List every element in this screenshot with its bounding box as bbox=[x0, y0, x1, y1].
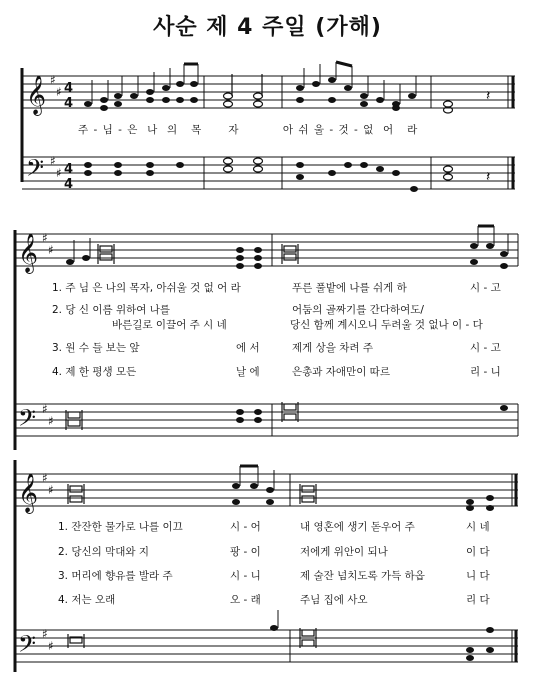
verse2-line1-a: 1. 잔잔한 물가로 나를 이끄 bbox=[58, 521, 183, 533]
verse2-line1-b: 내 영혼에 생기 돋우어 주 bbox=[300, 521, 415, 533]
verse2-line4-a: 4. 저는 오래 bbox=[58, 594, 116, 606]
verse2-line3-a: 3. 머리에 향유를 발라 주 bbox=[58, 570, 173, 582]
verse1-line2-a: 2. 당 신 이름 위하여 나를 bbox=[52, 304, 170, 316]
svg-text:4: 4 bbox=[64, 81, 74, 96]
svg-text:♯: ♯ bbox=[56, 85, 62, 99]
svg-text:♯: ♯ bbox=[42, 627, 48, 641]
verse1-line4-a: 3. 원 수 들 보는 앞 bbox=[52, 342, 140, 354]
svg-text:𝄢: 𝄢 bbox=[18, 404, 37, 437]
svg-text:𝄽: 𝄽 bbox=[486, 169, 491, 185]
verse2-line4-b: 주님 집에 사오 bbox=[300, 594, 368, 606]
svg-text:𝄞: 𝄞 bbox=[26, 75, 47, 115]
svg-text:𝄢: 𝄢 bbox=[26, 154, 45, 187]
svg-text:4: 4 bbox=[64, 96, 74, 111]
svg-text:𝄞: 𝄞 bbox=[18, 473, 39, 513]
verse1-line1-a: 1. 주 님 은 나의 목자, 아쉬울 것 없 어 라 bbox=[52, 282, 241, 294]
svg-text:4: 4 bbox=[64, 162, 74, 177]
verse1-line2-b: 어둠의 골짜기를 간다하여도/ bbox=[292, 304, 424, 316]
verse2-line1-c: 시 네 bbox=[466, 521, 490, 533]
verse2-line3-c: 니 다 bbox=[466, 570, 490, 582]
verse2-line1-m: 시 - 어 bbox=[230, 521, 261, 533]
svg-text:♯: ♯ bbox=[48, 639, 54, 653]
verse1-line1-b: 푸른 풀밭에 나를 쉬게 하 bbox=[292, 282, 407, 294]
verse2-line3-m: 시 - 니 bbox=[230, 570, 261, 582]
verse1-line4-m: 에 서 bbox=[236, 342, 260, 354]
verse1-line5-b: 은총과 자애만이 따르 bbox=[292, 366, 390, 378]
svg-text:♯: ♯ bbox=[48, 243, 54, 257]
verse1-line3-a: 바른길로 이끌어 주 시 네 bbox=[112, 319, 227, 331]
verse2-line4-c: 리 다 bbox=[466, 594, 490, 606]
verse2-line4-m: 오 - 래 bbox=[230, 594, 261, 606]
verse2-line2-m: 팡 - 이 bbox=[230, 546, 261, 558]
svg-text:♯: ♯ bbox=[56, 166, 62, 180]
verse1-line5-a: 4. 제 한 평생 모든 bbox=[52, 366, 137, 378]
svg-text:𝄞: 𝄞 bbox=[18, 233, 39, 273]
verse1-line1-c: 시 - 고 bbox=[470, 282, 501, 294]
svg-text:♯: ♯ bbox=[48, 483, 54, 497]
verse2-line2-c: 이 다 bbox=[466, 546, 490, 558]
verse1-line4-b: 제게 상을 차려 주 bbox=[292, 342, 374, 354]
verse2-line3-b: 제 술잔 넘치도록 가득 하옵 bbox=[300, 570, 425, 582]
verse1-line5-m: 날 에 bbox=[236, 366, 260, 378]
refrain-lyrics: 주 - 님 - 은 나 의 목 자 아 쉬 울 - 것 - 없 어 라 bbox=[78, 124, 419, 136]
svg-text:𝄢: 𝄢 bbox=[18, 630, 37, 663]
svg-text:4: 4 bbox=[64, 177, 74, 192]
verse1-line5-c: 리 - 니 bbox=[470, 366, 501, 378]
svg-text:𝄽: 𝄽 bbox=[486, 88, 491, 104]
verse2-line2-b: 저에게 위안이 되나 bbox=[300, 546, 388, 558]
svg-text:♯: ♯ bbox=[48, 414, 54, 428]
verse2-line2-a: 2. 당신의 막대와 지 bbox=[58, 546, 150, 558]
verse1-line4-c: 시 - 고 bbox=[470, 342, 501, 354]
svg-text:♯: ♯ bbox=[42, 231, 48, 245]
svg-text:♯: ♯ bbox=[50, 154, 56, 168]
page-title: 사순 제 4 주일 (가해) bbox=[153, 15, 382, 40]
svg-text:♯: ♯ bbox=[42, 471, 48, 485]
svg-text:♯: ♯ bbox=[42, 402, 48, 416]
verse1-line3-b: 당신 함께 계시오니 두려울 것 없나 이 - 다 bbox=[290, 319, 483, 331]
svg-text:♯: ♯ bbox=[50, 73, 56, 87]
